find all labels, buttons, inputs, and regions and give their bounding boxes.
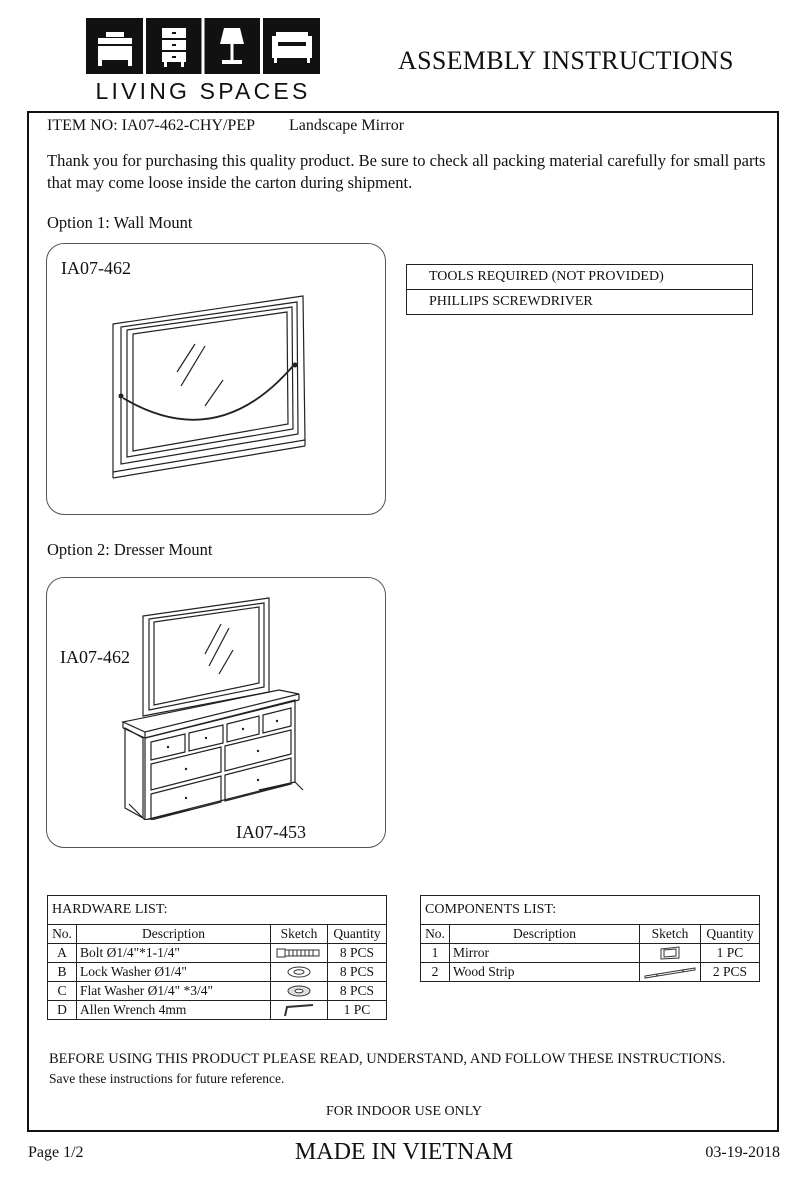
option1-code: IA07-462 bbox=[61, 258, 131, 278]
dresser-mount-illustration bbox=[119, 594, 309, 820]
components-col-description: Description bbox=[450, 925, 640, 944]
hardware-col-quantity: Quantity bbox=[328, 925, 387, 944]
intro-paragraph: Thank you for purchasing this quality product. Be sure to check all packing material carefully for small parts that may come loose inside the carton during shipment. bbox=[47, 151, 766, 192]
save-note: Save these instructions for future reference. bbox=[49, 1071, 285, 1086]
made-in-label: MADE IN VIETNAM bbox=[294, 1139, 514, 1165]
option2-heading: Option 2: Dresser Mount bbox=[47, 540, 213, 559]
item-line bbox=[47, 117, 404, 135]
tool-item: PHILLIPS SCREWDRIVER bbox=[407, 290, 753, 315]
tools-table bbox=[406, 264, 753, 315]
document-title: ASSEMBLY INSTRUCTIONS bbox=[398, 46, 734, 75]
bolt-icon bbox=[271, 944, 328, 963]
components-col-quantity: Quantity bbox=[701, 925, 760, 944]
hardware-list-title: HARDWARE LIST: bbox=[48, 896, 387, 925]
hardware-col-sketch: Sketch bbox=[271, 925, 328, 944]
table-row: A Bolt Ø1/4"*1-1/4" 8 PCS bbox=[48, 944, 387, 963]
hardware-col-no: No. bbox=[48, 925, 77, 944]
components-list-title: COMPONENTS LIST: bbox=[421, 896, 760, 925]
item-description: Landscape Mirror bbox=[289, 117, 405, 134]
option2-panel bbox=[46, 577, 386, 848]
table-row: 2 Wood Strip 2 PCS bbox=[421, 963, 760, 982]
option1-panel bbox=[46, 243, 386, 515]
page-number: Page 1/2 bbox=[28, 1144, 84, 1161]
logo-icons bbox=[86, 18, 320, 74]
wall-mount-mirror-illustration bbox=[107, 294, 317, 484]
table-row: C Flat Washer Ø1/4" *3/4" 8 PCS bbox=[48, 982, 387, 1001]
option1-heading: Option 1: Wall Mount bbox=[47, 213, 193, 232]
logo-text: LIVING SPACES bbox=[95, 78, 311, 104]
indoor-use-note: FOR INDOOR USE ONLY bbox=[325, 1104, 483, 1119]
components-col-no: No. bbox=[421, 925, 450, 944]
allen-wrench-icon bbox=[271, 1001, 328, 1020]
mirror-icon bbox=[640, 944, 701, 963]
instructions-warning: BEFORE USING THIS PRODUCT PLEASE READ, UNDERSTAND, AND FOLLOW THESE INSTRUCTIONS. bbox=[49, 1051, 726, 1067]
tools-header: TOOLS REQUIRED (NOT PROVIDED) bbox=[407, 265, 753, 290]
table-row: B Lock Washer Ø1/4" 8 PCS bbox=[48, 963, 387, 982]
flat-washer-icon bbox=[271, 982, 328, 1001]
dresser-icon bbox=[162, 28, 186, 67]
table-row: 1 Mirror 1 PC bbox=[421, 944, 760, 963]
item-number: ITEM NO: IA07-462-CHY/PEP bbox=[47, 117, 255, 134]
hardware-list-table bbox=[47, 895, 387, 1020]
option2-mirror-code: IA07-462 bbox=[60, 647, 130, 667]
table-row: D Allen Wrench 4mm 1 PC bbox=[48, 1001, 387, 1020]
components-col-sketch: Sketch bbox=[640, 925, 701, 944]
components-list-table bbox=[420, 895, 760, 982]
option2-dresser-code: IA07-453 bbox=[236, 822, 306, 842]
wood-strip-icon bbox=[640, 963, 701, 982]
document-date: 03-19-2018 bbox=[705, 1144, 780, 1161]
lock-washer-icon bbox=[271, 963, 328, 982]
hardware-col-description: Description bbox=[77, 925, 271, 944]
